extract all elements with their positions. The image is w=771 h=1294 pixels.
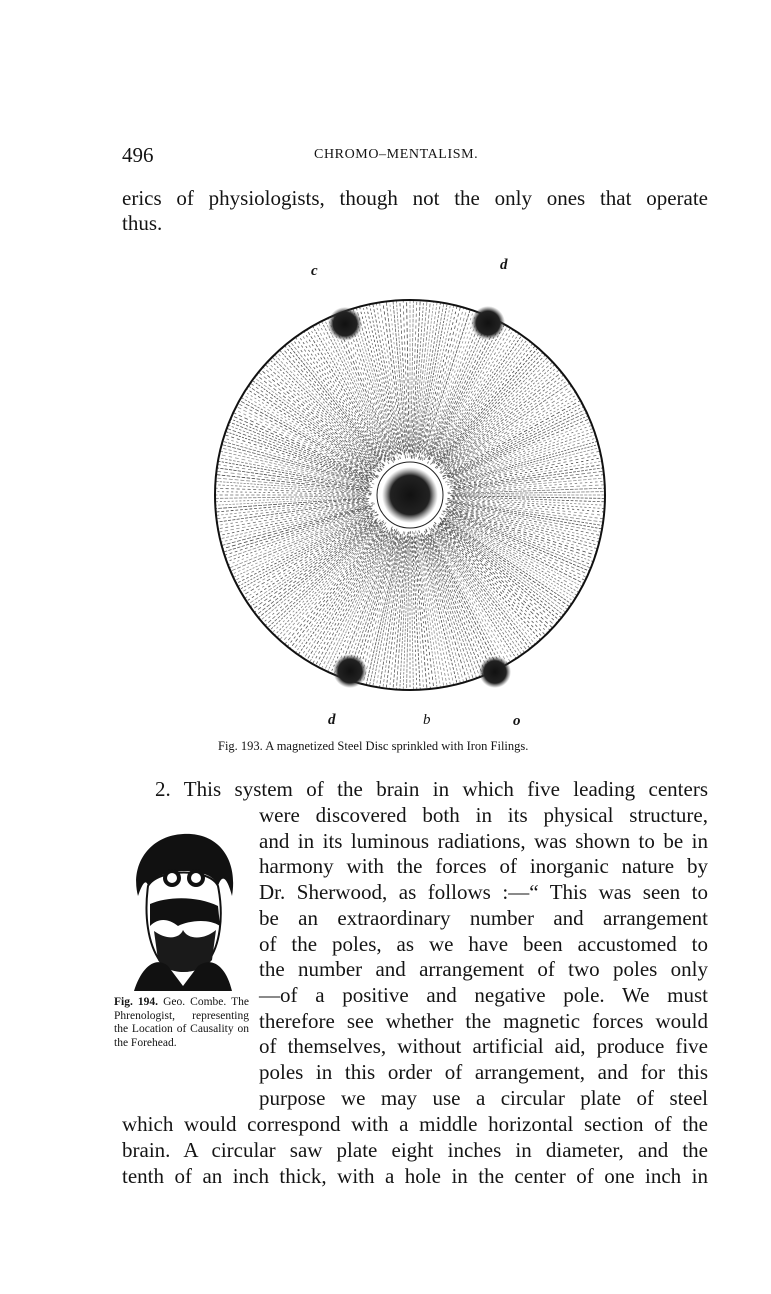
filing-ray [272,357,378,463]
filing-ray [407,536,410,690]
phrenologist-portrait [128,826,238,991]
pole-bottom-left [333,654,367,688]
paragraph-2-indented-line: be an extraordinary number and arrangement [259,905,708,930]
center-pole [382,467,438,523]
filing-ray [444,511,587,578]
paragraph-2-indented-line: Dr. Sherwood, as follows :—“ This was seen to [259,880,708,905]
figure-194-caption [114,996,249,1050]
paragraph-2-indented-line: of themselves, without artificial aid, produce five [259,1034,708,1059]
filing-ray [450,454,601,486]
filing-ray [446,515,580,589]
filing-ray [412,537,420,689]
filing-ray [431,529,513,660]
filing-ray [418,535,450,686]
filing-ray [434,328,511,456]
filing-ray [254,520,376,612]
figure-194-caption-lead: Fig. 194. [114,996,159,1008]
paragraph-2-full-line: which would correspond with a middle horizontal section of the [122,1112,708,1136]
paragraph-2-indented-line: the number and arrangement of two poles only [259,957,708,982]
filing-ray [439,524,548,633]
filing-ray [383,532,405,688]
filing-ray [428,321,499,459]
paragraph-2-full-line: tenth of an inch thick, with a hole in the center of one inch in [122,1164,708,1188]
filing-ray [434,526,528,651]
paragraph-2-line-1: 2. This system of the brain in which five leading centers [155,777,708,801]
intro-line-2: thus. [122,211,163,235]
paragraph-2-indented-line: purpose we may use a circular plate of steel [259,1085,708,1110]
filing-ray [445,504,599,542]
filing-ray [446,509,592,565]
filing-ray [424,314,483,460]
filing-ray [383,302,404,455]
filing-ray [416,302,437,450]
magnetized-disc-figure [208,278,618,718]
paragraph-2-indented-line: therefore see whether the magnetic forces would [259,1008,708,1033]
page-number: 496 [122,143,154,167]
figure-label-c: c [311,263,318,279]
figure-label-d-bottom: d [328,712,336,728]
filing-ray [443,400,581,476]
pole-bottom-right [479,656,511,688]
intro-line-1: erics of physiologists, though not the only ones that operate [122,186,708,210]
figure-label-d-top: d [500,257,508,273]
filing-ray [451,504,601,536]
filing-ray [440,518,564,615]
filing-ray [318,323,391,461]
filing-ray [435,352,543,468]
paragraph-2-indented-line: —of a positive and negative pole. We must [259,982,708,1007]
filing-ray [416,537,437,688]
paragraph-2-indented-line: poles in this order of arrangement, and for this [259,1060,708,1084]
filing-ray [256,522,376,615]
filing-ray [426,529,493,672]
filing-ray [267,522,381,628]
filing-ray [298,335,385,459]
figure-label-o: o [513,713,521,729]
paragraph-2-indented-line: were discovered both in its physical structure, [259,803,708,827]
filing-ray [444,392,576,474]
figure-193-caption: Fig. 193. A magnetized Steel Disc sprinkled with Iron Filings. [218,739,529,753]
pole-top-left [328,307,362,341]
filing-ray [447,507,596,555]
paragraph-2-indented-line: harmony with the forces of inorganic nature by [259,854,708,879]
filing-ray [219,454,370,486]
filing-ray [453,498,605,509]
filing-ray [215,488,371,493]
pole-top-right [471,306,505,340]
filing-ray [454,451,600,485]
filing-ray [298,528,387,655]
filing-ray [328,318,395,461]
filing-ray [438,343,533,460]
filing-ray [439,530,533,646]
filing-ray [215,481,367,492]
filing-ray [216,499,368,515]
figure-194-caption-text: Geo. Combe. The Phrenologist, representing the Location of Causality on the Forehead. [114,996,249,1049]
paragraph-2-full-line: brain. A circular saw plate eight inches in diameter, and the [122,1138,708,1162]
filing-ray [411,300,414,452]
paragraph-2-indented-line: and in its luminous radiations, was shown to be in [259,828,708,853]
filing-ray [444,375,563,468]
figure-label-b: b [423,712,431,728]
filing-ray [221,504,375,542]
running-head: CHROMO–MENTALISM. [314,147,479,162]
filing-ray [321,321,393,462]
filing-ray [376,531,403,687]
filing-ray [445,518,573,601]
filing-ray [215,497,364,505]
paragraph-2-indented-line: of the poles, as we have been accustomed to [259,931,708,956]
